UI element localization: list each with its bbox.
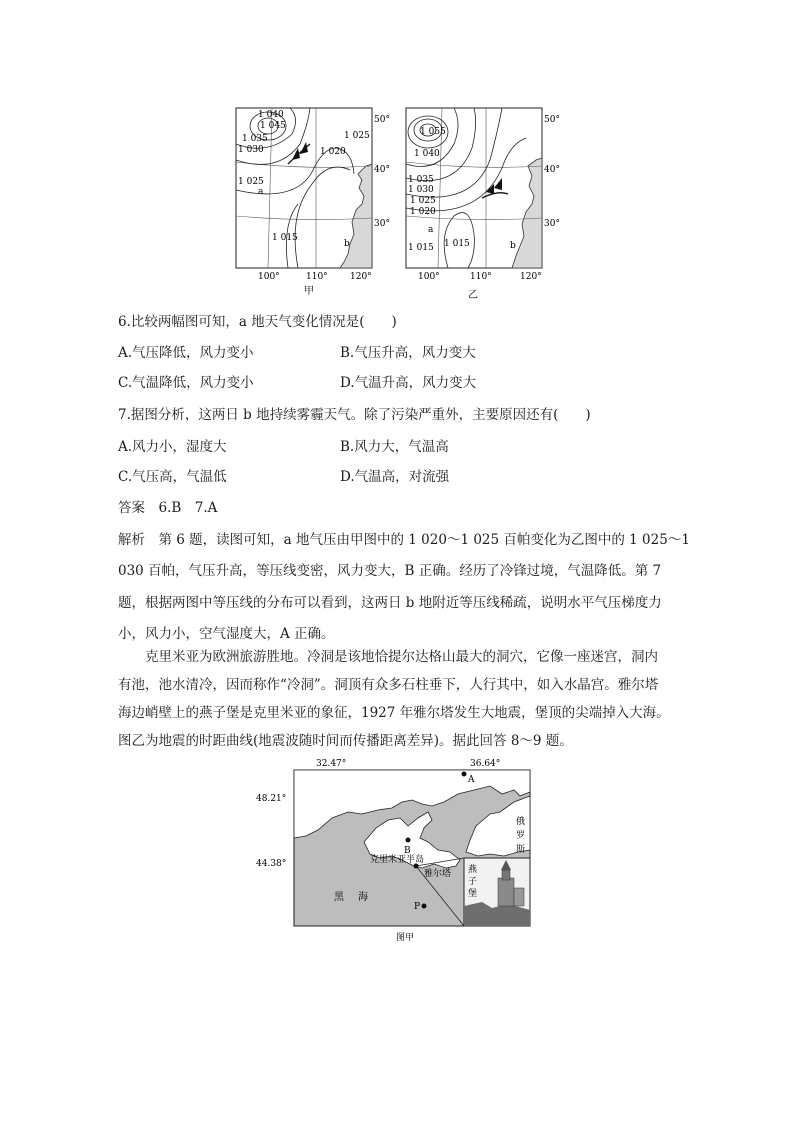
q7-stem: 7.据图分析，这两日 b 地持续雾霾天气。除了污染严重外，主要原因还有( ): [118, 407, 591, 423]
yi-caption: 乙: [468, 290, 478, 300]
yi-isobar-6: 1 015: [408, 243, 434, 253]
point-a-label: A: [468, 775, 475, 785]
yi-isobar-4: 1 025: [410, 196, 436, 206]
russia-label-3: 斯: [516, 845, 526, 855]
jia-isobar-3: 1 030: [238, 145, 264, 155]
lon-right-label: 36.64°: [470, 759, 501, 769]
q6-stem: 6.比较两幅图可知，a 地天气变化情况是( ): [118, 314, 397, 330]
lat-top-label: 48.21°: [256, 794, 287, 804]
peninsula-label: 克里米亚半岛: [370, 855, 425, 865]
point-b-dot: [406, 838, 411, 843]
yi-lat-50: 50°: [544, 115, 560, 125]
jia-point-b: b: [344, 239, 350, 249]
yi-lon-110: 110°: [470, 272, 492, 282]
castle-label-2: 子: [468, 877, 478, 887]
jia-isobar-5: 1 020: [320, 147, 346, 157]
yi-isobar-5: 1 020: [410, 207, 436, 217]
analysis-label: 解析: [118, 532, 145, 548]
yi-lon-100: 100°: [418, 272, 440, 282]
q6-option-c[interactable]: C.气温降低，风力变小: [118, 375, 254, 391]
analysis-text-1: 第 6 题，读图可知，a 地气压由甲图中的 1 020～1 025 百帕变化为乙图中的 1 025～1: [158, 532, 690, 548]
point-b-label: B: [404, 846, 411, 856]
q6-option-d[interactable]: D.气温升高，风力变大: [340, 375, 477, 391]
yi-isobar-3: 1 030: [408, 185, 434, 195]
jia-lon-100: 100°: [258, 272, 280, 282]
weather-maps-svg: [228, 104, 568, 300]
crimea-caption: 图甲: [396, 933, 415, 943]
yi-point-b: b: [510, 241, 516, 251]
jia-lon-120: 120°: [350, 272, 372, 282]
jia-lat-30: 30°: [374, 219, 390, 229]
crimea-map-figure: [252, 756, 542, 946]
yi-isobar-1: 1 040: [414, 149, 440, 159]
q7-option-d[interactable]: D.气温高，对流强: [340, 469, 450, 485]
q7-option-b[interactable]: B.风力大，气温高: [340, 439, 449, 455]
q7-option-a[interactable]: A.风力小，湿度大: [118, 439, 227, 455]
yi-isobar-0: 1 055: [420, 127, 446, 137]
yi-isobar-2: 1 035: [408, 175, 434, 185]
jia-isobar-6: 1 025: [238, 177, 264, 187]
jia-isobar-4: 1 025: [344, 131, 370, 141]
analysis-line-4: 小，风力小，空气湿度大，A 正确。: [118, 626, 335, 642]
castle-label-3: 堡: [468, 889, 478, 899]
map-jia: [236, 108, 390, 297]
passage-line-2: 有池，池水清冷，因而称作“冷洞”。洞顶有众多石柱垂下，人行其中，如入水晶宫。雅尔塔: [118, 677, 659, 693]
jia-isobar-1: 1 045: [260, 121, 286, 131]
analysis-line-1: [118, 530, 690, 550]
lon-left-label: 32.47°: [316, 759, 347, 769]
yi-isobar-7: 1 015: [444, 239, 470, 249]
russia-label-2: 罗: [516, 831, 526, 841]
russia-label-1: 俄: [516, 817, 526, 827]
jia-lon-110: 110°: [306, 272, 328, 282]
point-p-label: P: [414, 902, 421, 912]
passage-line-4: 图乙为地震的时距曲线(地震波随时间而传播距离差异)。据此回答 8～9 题。: [118, 733, 573, 749]
yalta-label: 雅尔塔: [424, 869, 452, 879]
yi-point-a: a: [428, 225, 434, 235]
jia-lat-50: 50°: [374, 115, 390, 125]
jia-isobar-0: 1 040: [258, 110, 284, 120]
jia-isobar-7: 1 015: [272, 233, 298, 243]
yi-lat-30: 30°: [544, 219, 560, 229]
passage-line-1: 克里米亚为欧洲旅游胜地。冷洞是该地恰提尔达格山最大的洞穴，它像一座迷宫，洞内: [145, 649, 658, 665]
point-a-dot: [462, 772, 467, 777]
map-yi: [406, 108, 560, 300]
sea-label-2: 海: [358, 892, 368, 903]
point-p-dot: [422, 904, 427, 909]
q7-option-c[interactable]: C.气压高，气温低: [118, 469, 227, 485]
jia-lat-40: 40°: [374, 165, 390, 175]
crimea-map-svg: [252, 756, 542, 946]
jia-point-a: a: [258, 187, 264, 197]
analysis-line-3: 题，根据两图中等压线的分布可以看到，这两日 b 地附近等压线稀疏，说明水平气压梯度力: [118, 595, 662, 611]
yi-lat-40: 40°: [544, 165, 560, 175]
answer-label: 答案: [118, 500, 145, 516]
jia-caption: 甲: [304, 286, 314, 297]
q6-option-a[interactable]: A.气压降低，风力变小: [118, 345, 254, 361]
weather-maps-figure: [228, 104, 568, 300]
castle-label-1: 燕: [468, 865, 478, 875]
lat-bottom-label: 44.38°: [256, 859, 287, 869]
analysis-line-2: 030 百帕，气压升高，等压线变密，风力变大，B 正确。经历了冷锋过境，气温降低。第 7: [118, 563, 662, 579]
answer-line: [118, 498, 217, 518]
q6-option-b[interactable]: B.气压升高，风力变大: [340, 345, 476, 361]
answer-text: 6.B 7.A: [158, 500, 218, 516]
sea-label-1: 黑: [334, 892, 344, 903]
jia-isobar-2: 1 035: [242, 134, 268, 144]
passage-line-3: 海边峭壁上的燕子堡是克里米亚的象征，1927 年雅尔塔发生大地震，堡顶的尖端掉入大海。: [118, 705, 670, 721]
yi-lon-120: 120°: [520, 272, 542, 282]
